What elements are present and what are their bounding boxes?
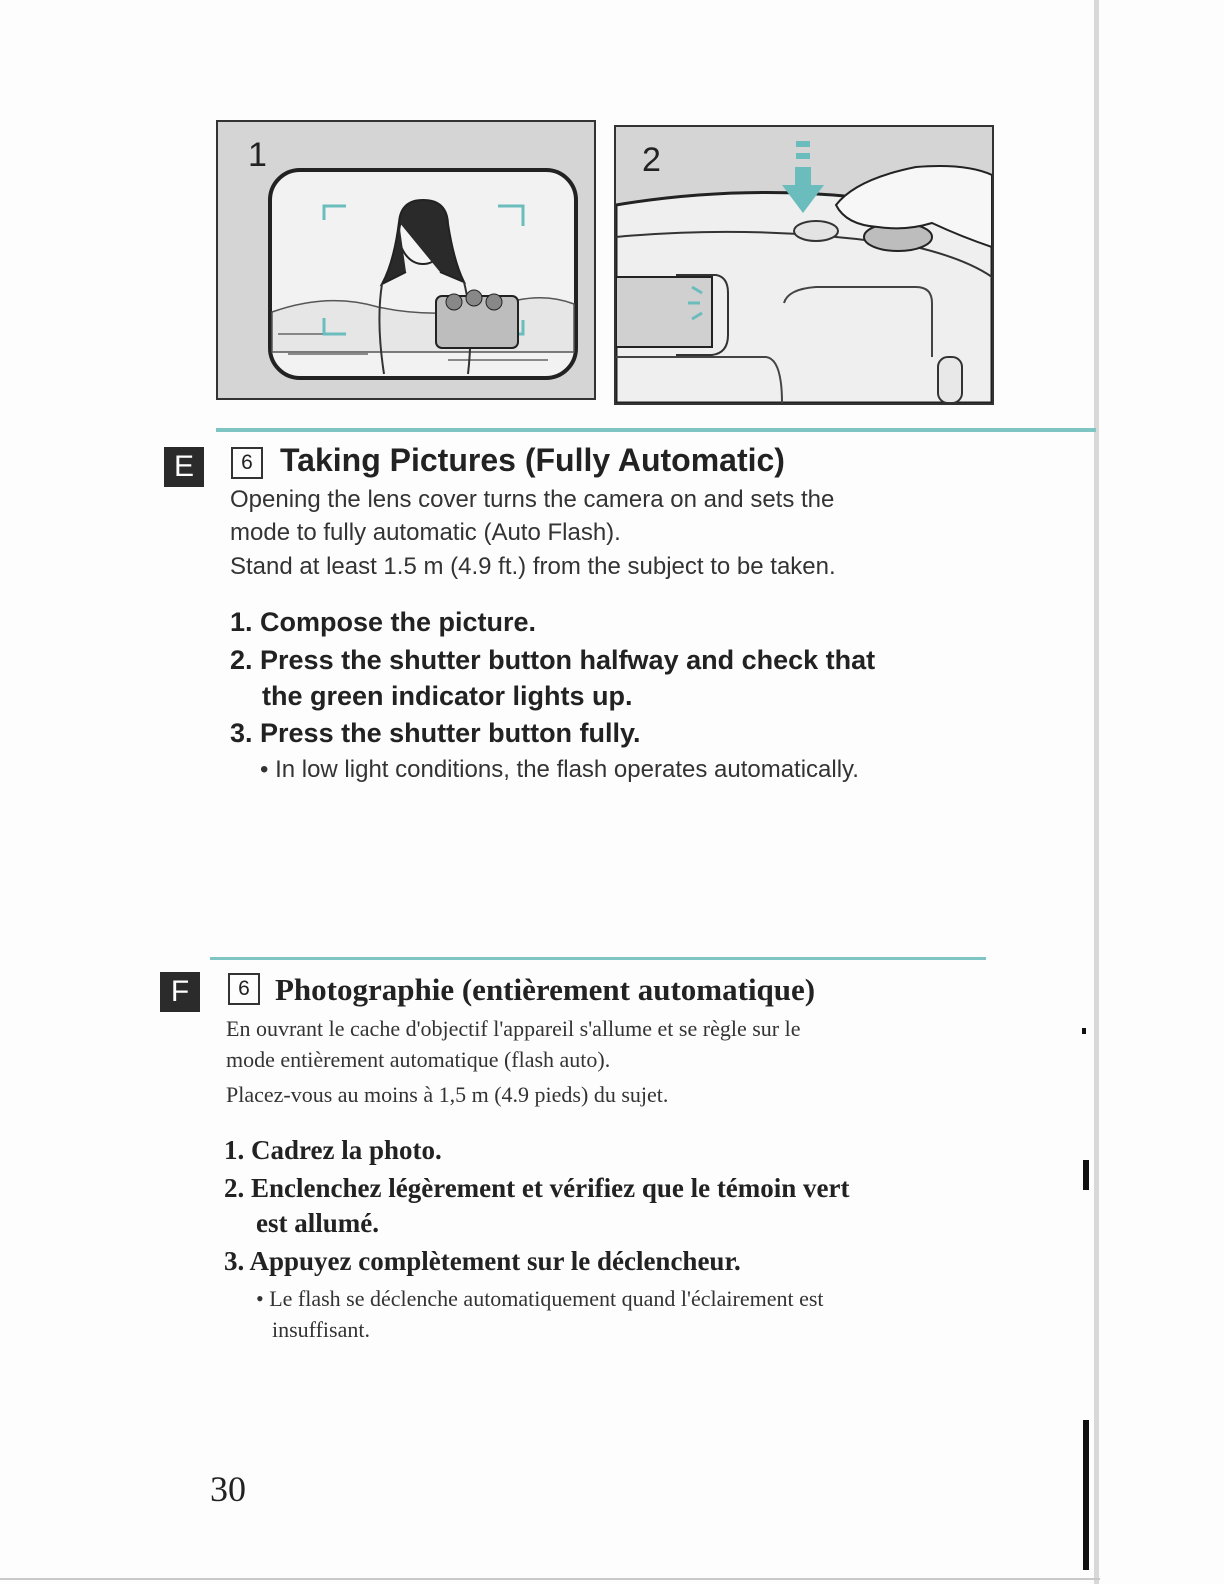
- figure-viewfinder: [216, 120, 596, 400]
- viewfinder-illustration-icon: [218, 122, 594, 398]
- section-number: 6: [231, 447, 263, 479]
- intro-line: Placez-vous au moins à 1,5 m (4.9 pieds) du sujet.: [226, 1082, 669, 1107]
- intro-line: Stand at least 1.5 m (4.9 ft.) from the subject to be taken.: [230, 553, 836, 580]
- step-item-continued: the green indicator lights up.: [262, 681, 633, 711]
- scan-mark: [1082, 1028, 1086, 1034]
- page-edge-bottom: [0, 1578, 1100, 1580]
- section-number: 6: [228, 973, 260, 1005]
- page-number: 30: [210, 1469, 246, 1509]
- shutter-press-illustration-icon: [616, 127, 992, 403]
- step-item: 3. Appuyez complètement sur le déclencheur.: [224, 1246, 741, 1276]
- section-divider: [210, 957, 986, 960]
- page-edge: [1094, 0, 1099, 1584]
- scan-mark: [1083, 1420, 1089, 1570]
- step-item: 2. Enclenchez légèrement et vérifiez que le témoin vert: [224, 1173, 850, 1203]
- section-title: Taking Pictures (Fully Automatic): [280, 442, 785, 478]
- step-item: 1. Cadrez la photo.: [224, 1135, 442, 1165]
- step-item-continued: est allumé.: [256, 1208, 379, 1238]
- intro-line: En ouvrant le cache d'objectif l'appareil s'allume et se règle sur le: [226, 1016, 801, 1041]
- note-text: • In low light conditions, the flash operates automatically.: [260, 756, 859, 783]
- section-title: Photographie (entièrement automatique): [275, 972, 816, 1007]
- figure-number: 2: [642, 141, 661, 179]
- language-badge-french: F: [160, 972, 200, 1012]
- intro-line: mode to fully automatic (Auto Flash).: [230, 519, 621, 546]
- language-badge-english: E: [164, 447, 204, 487]
- intro-line: Opening the lens cover turns the camera on and sets the: [230, 486, 835, 513]
- section-divider: [216, 428, 1096, 432]
- step-item: 3. Press the shutter button fully.: [230, 718, 641, 748]
- step-item: 1. Compose the picture.: [230, 607, 537, 637]
- figure-number: 1: [248, 136, 267, 174]
- intro-line: mode entièrement automatique (flash auto).: [226, 1047, 611, 1072]
- note-text: • Le flash se déclenche automatiquement quand l'éclairement est: [256, 1286, 824, 1311]
- step-item: 2. Press the shutter button halfway and check that: [230, 645, 876, 675]
- figure-shutter: [614, 125, 994, 405]
- note-text-continued: insuffisant.: [272, 1317, 370, 1342]
- scan-mark: [1083, 1160, 1089, 1190]
